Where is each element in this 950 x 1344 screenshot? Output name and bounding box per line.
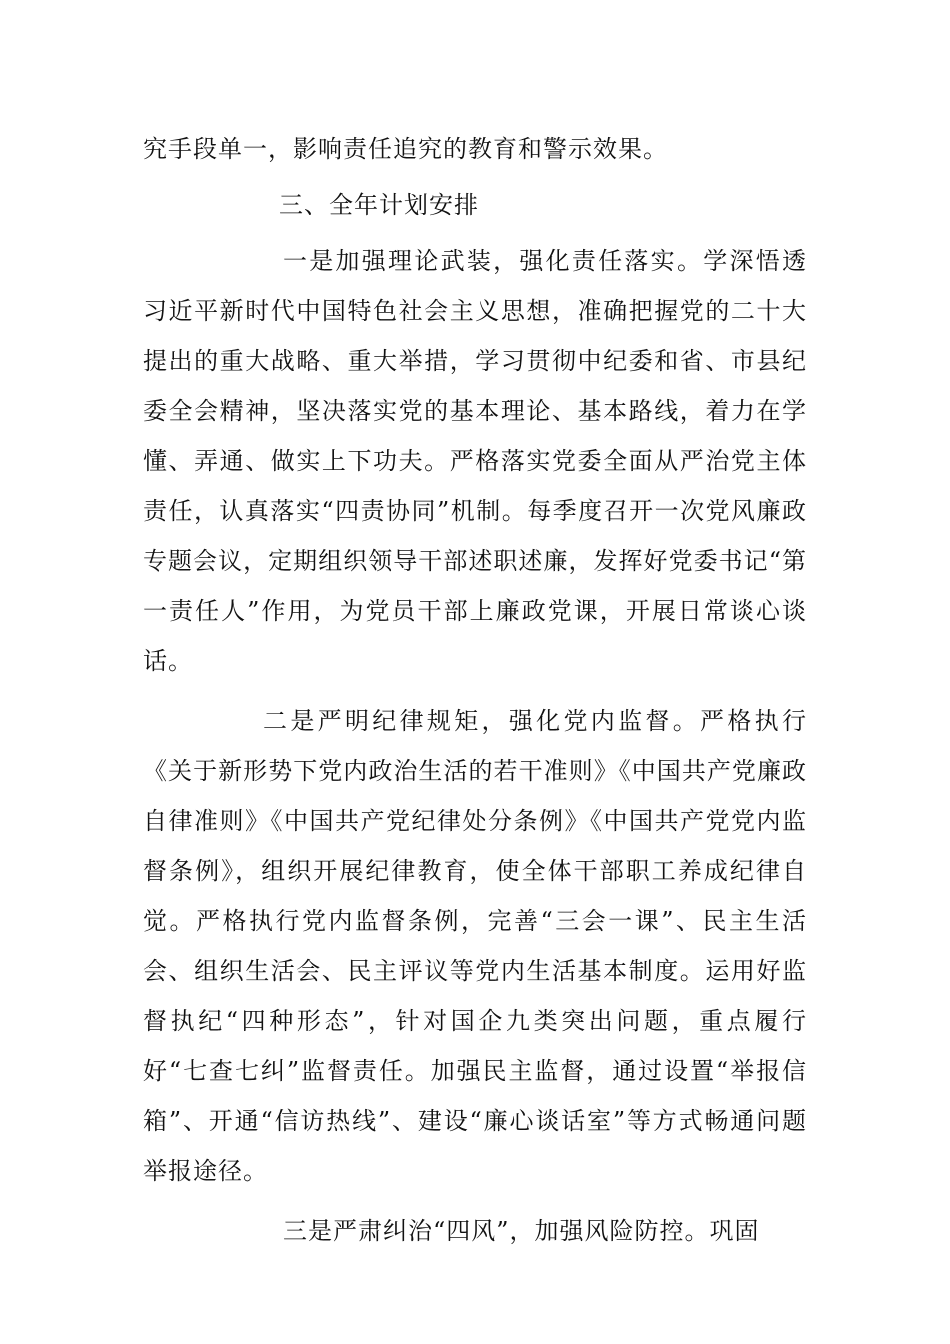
spacer [143, 686, 807, 696]
paragraph-theory: 一是加强理论武装，强化责任落实。学深悟透习近平新时代中国特色社会主义思想，准确把握党的二十大提出的重大战略、重大举措，学习贯彻中纪委和省、市县纪委全会精神，坚决落实党的基本理论、基本路线，着力在学懂、弄通、做实上下功夫。严格落实党委全面从严治党主体责任，认真落实“四责协同”机制。每季度召开一次党风廉政专题会议，定期组织领导干部述职述廉，发挥好党委书记“第一责任人”作用，为党员干部上廉政党课，开展日常谈心谈话。 [143, 247, 807, 675]
continuation-text: 究手段单一，影响责任追究的教育和警示效果。 [143, 135, 668, 163]
section-heading: 三、全年计划安排 [279, 191, 479, 219]
paragraph-discipline: 二是严明纪律规矩，强化党内监督。严格执行《关于新形势下党内政治生活的若干准则》《中国共产党廉政自律准则》《中国共产党纪律处分条例》《中国共产党党内监督条例》，组织开展纪律教育，使全体干部职工养成纪律自觉。严格执行党内监督条例，完善“三会一课”、民主生活会、组织生活会、民主评议等党内生活基本制度。运用好监督执纪“四种形态”，针对国企九类突出问题，重点履行好“七查七纠”监督责任。加强民主监督，通过设置“举报信箱”、开通“信访热线”、建设“廉心谈话室”等方式畅通问题举报途径。 [143, 707, 807, 1185]
document-body [143, 124, 807, 1256]
paragraph-four-winds: 三是严肃纠治“四风”，加强风险防控。巩固 [283, 1217, 760, 1245]
spacer [143, 1196, 807, 1206]
